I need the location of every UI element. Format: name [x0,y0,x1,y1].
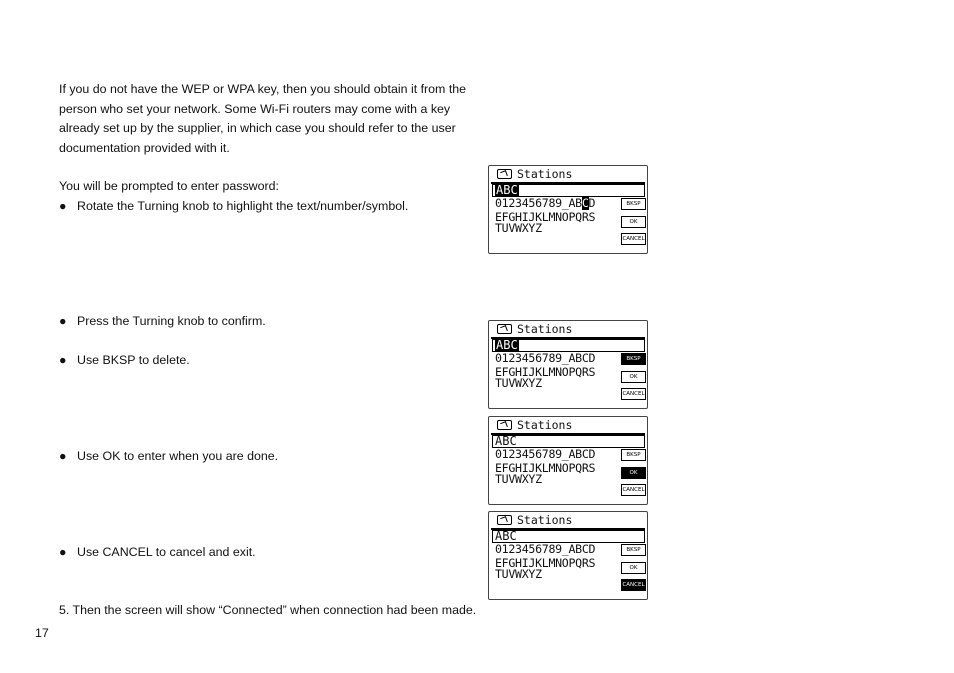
password-input[interactable]: ABC [492,530,645,543]
bullet-icon: ● [59,199,67,213]
wifi-station-icon [497,169,512,179]
ok-button[interactable]: OK [621,562,646,574]
char-row-1[interactable]: 0123456789_ABCD [495,196,596,210]
password-input[interactable]: ABC [492,184,645,197]
password-input[interactable]: ABC [492,435,645,448]
char-row-3[interactable]: TUVWXYZ [495,472,542,486]
lcd-screen-select-char [488,165,648,254]
selected-char: C [581,196,589,210]
bullet-rotate [59,198,408,214]
wifi-station-icon [497,420,512,430]
lcd-title: Stations [497,168,572,181]
bksp-button[interactable]: BKSP [621,198,646,210]
ok-button[interactable]: OK [621,371,646,383]
bullet-icon: ● [59,545,67,559]
char-row-1[interactable]: 0123456789_ABCD [495,542,596,556]
intro-paragraph: If you do not have the WEP or WPA key, then you should obtain it from the person who set your network. Some Wi-Fi routers may come with a key already set up by the supplier, in which case you should refer to the user documentation provided with it. [59,82,467,155]
cancel-button[interactable]: CANCEL [621,484,646,496]
bullet-bksp [59,352,190,368]
lcd-title: Stations [497,419,572,432]
lcd-screen-bksp [488,320,648,409]
cancel-button[interactable]: CANCEL [621,579,646,591]
bullet-text: Use BKSP to delete. [77,353,190,367]
bullet-text: Use OK to enter when you are done. [77,449,279,463]
cancel-button[interactable]: CANCEL [621,233,646,245]
lcd-screen-cancel [488,511,648,600]
char-row-2[interactable]: EFGHIJKLMNOPQRS [495,365,596,379]
char-row-2[interactable]: EFGHIJKLMNOPQRS [495,210,596,224]
lcd-title: Stations [497,323,572,336]
bullet-text: Press the Turning knob to confirm. [77,314,266,328]
wifi-station-icon [497,515,512,525]
char-row-3[interactable]: TUVWXYZ [495,376,542,390]
char-row-3[interactable]: TUVWXYZ [495,221,542,235]
bullet-cancel [59,544,256,560]
page-number: 17 [35,626,49,640]
bullet-icon: ● [59,353,67,367]
bullet-icon: ● [59,314,67,328]
bksp-button[interactable]: BKSP [621,449,646,461]
bksp-button[interactable]: BKSP [621,353,646,365]
char-row-1[interactable]: 0123456789_ABCD [495,447,596,461]
lcd-screen-ok [488,416,648,505]
bullet-text: Use CANCEL to cancel and exit. [77,545,256,559]
step-5: 5. Then the screen will show “Connected” when connection had been made. [59,603,477,617]
bullet-icon: ● [59,449,67,463]
char-row-2[interactable]: EFGHIJKLMNOPQRS [495,556,596,570]
ok-button[interactable]: OK [621,467,646,479]
prompt-line: You will be prompted to enter password: [59,179,279,193]
cancel-button[interactable]: CANCEL [621,388,646,400]
char-row-1[interactable]: 0123456789_ABCD [495,351,596,365]
char-row-3[interactable]: TUVWXYZ [495,567,542,581]
char-row-2[interactable]: EFGHIJKLMNOPQRS [495,461,596,475]
ok-button[interactable]: OK [621,216,646,228]
bullet-text: Rotate the Turning knob to highlight the text/number/symbol. [77,199,409,213]
lcd-title: Stations [497,514,572,527]
wifi-station-icon [497,324,512,334]
bksp-button[interactable]: BKSP [621,544,646,556]
bullet-ok [59,448,278,464]
bullet-press [59,313,266,329]
password-input[interactable]: ABC [492,339,645,352]
